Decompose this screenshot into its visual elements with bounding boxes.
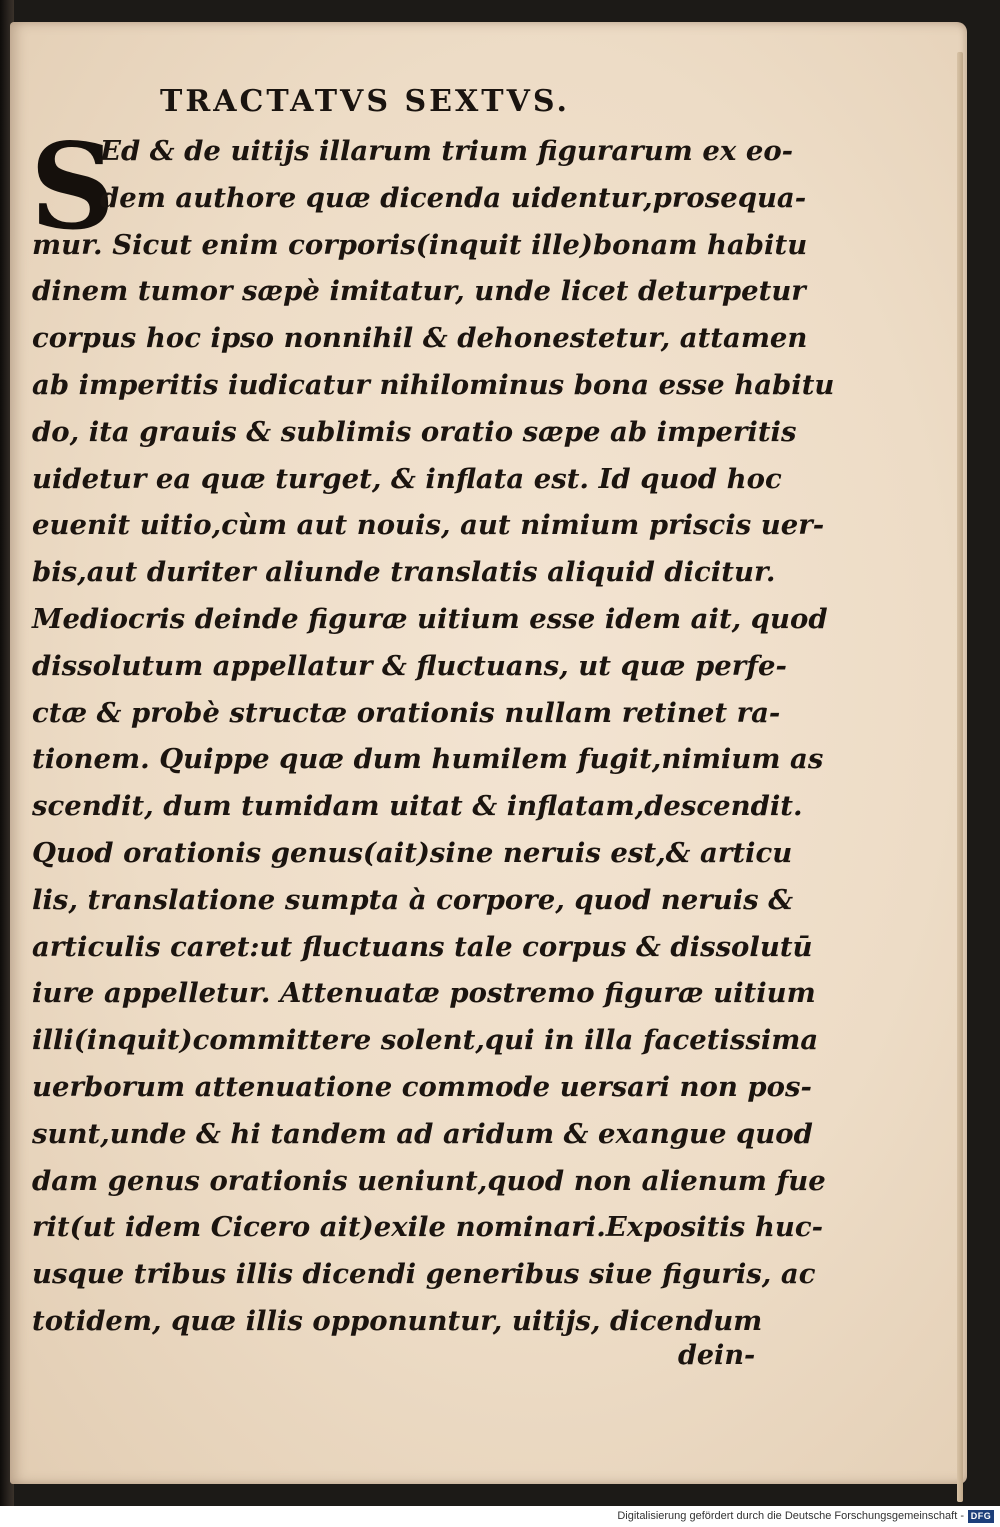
drop-cap: S [30,117,116,256]
text-line: do, ita grauis & sublimis oratio sæpe ab imperitis [32,415,797,448]
text-line: tionem. Quippe quæ dum humilem fugit,nimium as [32,743,824,776]
catchword: dein- [678,1340,756,1371]
text-line: euenit uitio,cùm aut nouis, aut nimium priscis uer- [32,509,825,542]
text-line: bis,aut duriter aliunde translatis aliquid dicitur. [32,556,776,589]
text-line: articulis caret:ut fluctuans tale corpus & dissolutū [32,930,813,963]
text-line: usque tribus illis dicendi generibus siue figuris, ac [32,1258,816,1291]
dfg-logo-icon: DFG [968,1510,994,1523]
running-head: TRACTATVS SEXTVS. [160,84,570,119]
text-line: ctæ & probè structæ orationis nullam retinet ra- [32,696,781,729]
text-line: ab imperitis iudicatur nihilominus bona esse habitu [32,368,835,401]
text-line: rit(ut idem Cicero ait)exile nominari.Expositis huc- [32,1211,823,1244]
body-text [30,117,835,1345]
text-line: sunt,unde & hi tandem ad aridum & exangue quod [32,1117,813,1150]
text-line: illi(inquit)committere solent,qui in illa facetissima [32,1024,819,1057]
text-line: totidem, quæ illis opponuntur, uitijs, dicendum [32,1304,763,1337]
funding-credit: Digitalisierung gefördert durch die Deutsche Forschungsgemeinschaft - [617,1510,964,1522]
text-line: uerborum attenuatione commode uersari non pos- [32,1070,812,1103]
text-line: dem authore quæ dicenda uidentur,prosequa- [100,181,807,214]
text-line: lis, translatione sumpta à corpore, quod neruis & [32,883,794,916]
text-line: Mediocris deinde figuræ uitium esse idem ait, quod [32,602,828,635]
text-line: Quod orationis genus(ait)sine neruis est,& articu [32,836,793,869]
text-line: dissolutum appellatur & fluctuans, ut quæ perfe- [32,649,787,682]
text-line: dinem tumor sæpè imitatur, unde licet deturpetur [32,275,806,308]
text-line: Ed & de uitijs illarum trium figurarum ex eo- [100,135,794,167]
text-line: dam genus orationis ueniunt,quod non alienum fue [32,1164,826,1197]
text-line: scendit, dum tumidam uitat & inflatam,descendit. [32,790,803,823]
text-line: mur. Sicut enim corporis(inquit ille)bonam habitu [32,228,808,261]
footer-bar [0,1506,1000,1527]
text-line: corpus hoc ipso nonnihil & dehonestetur, attamen [32,322,808,355]
text-line: iure appelletur. Attenuatæ postremo figuræ uitium [32,977,816,1010]
page-edge [957,52,963,1502]
text-line: uidetur ea quæ turget, & inflata est. Id quod hoc [32,462,782,495]
